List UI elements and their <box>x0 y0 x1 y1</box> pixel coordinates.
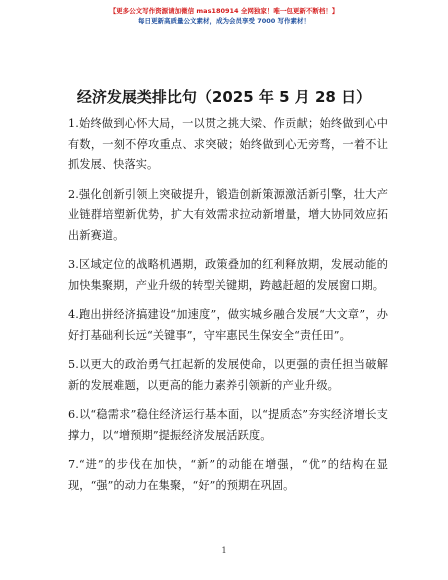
paragraph-2: 2.强化创新引领上突破提升，锻造创新策源激活新引擎，壮大产业链群培塑新优势，扩大有效需求拉动新增量，增大协同效应拓出新赛道。 <box>68 187 388 242</box>
paragraph-4: 4.跑出拼经济搞建设“加速度”，做实城乡融合发展“大文章”，办好打基础利长远“关键事”，守牢惠民生保安全“责任田”。 <box>68 308 388 342</box>
paragraph-6: 6.以“稳需求”稳住经济运行基本面，以“提质态”夯实经济增长支撑力，以“增预期”提振经济发展活跃度。 <box>68 408 388 442</box>
page-number: 1 <box>221 546 227 555</box>
paragraph-7: 7.“进”的步伐在加快，“新”的动能在增强，“优”的结构在显现，“强”的动力在集聚，“好”的预期在巩固。 <box>68 458 388 492</box>
header-banner <box>0 6 448 26</box>
paragraph-3: 3.区域定位的战略机遇期，政策叠加的红利释放期，发展动能的加快集聚期，产业升级的转型关键期，跨越赶超的发展窗口期。 <box>68 258 388 292</box>
paragraph-5: 5.以更大的政治勇气扛起新的发展使命，以更强的责任担当破解新的发展难题，以更高的能力素养引领新的产业升级。 <box>68 358 388 392</box>
document-title: 经济发展类排比句（2025 年 5 月 28 日） <box>76 88 372 106</box>
banner-line-subscribe: 每日更新高质量公文素材，成为会员享受 7000 写作素材！ <box>137 17 311 25</box>
document-body <box>68 114 388 505</box>
paragraph-1: 1.始终做到心怀大局，一以贯之挑大梁、作贡献；始终做到心中有数，一刻不停攻重点、求突破；始终做到心无旁骛，一着不让抓发展、快落实。 <box>68 117 388 171</box>
banner-line-promo: 【更多公文写作资源请加微信 mas180914 全网独家！唯一包更新不断档！】 <box>109 7 339 15</box>
